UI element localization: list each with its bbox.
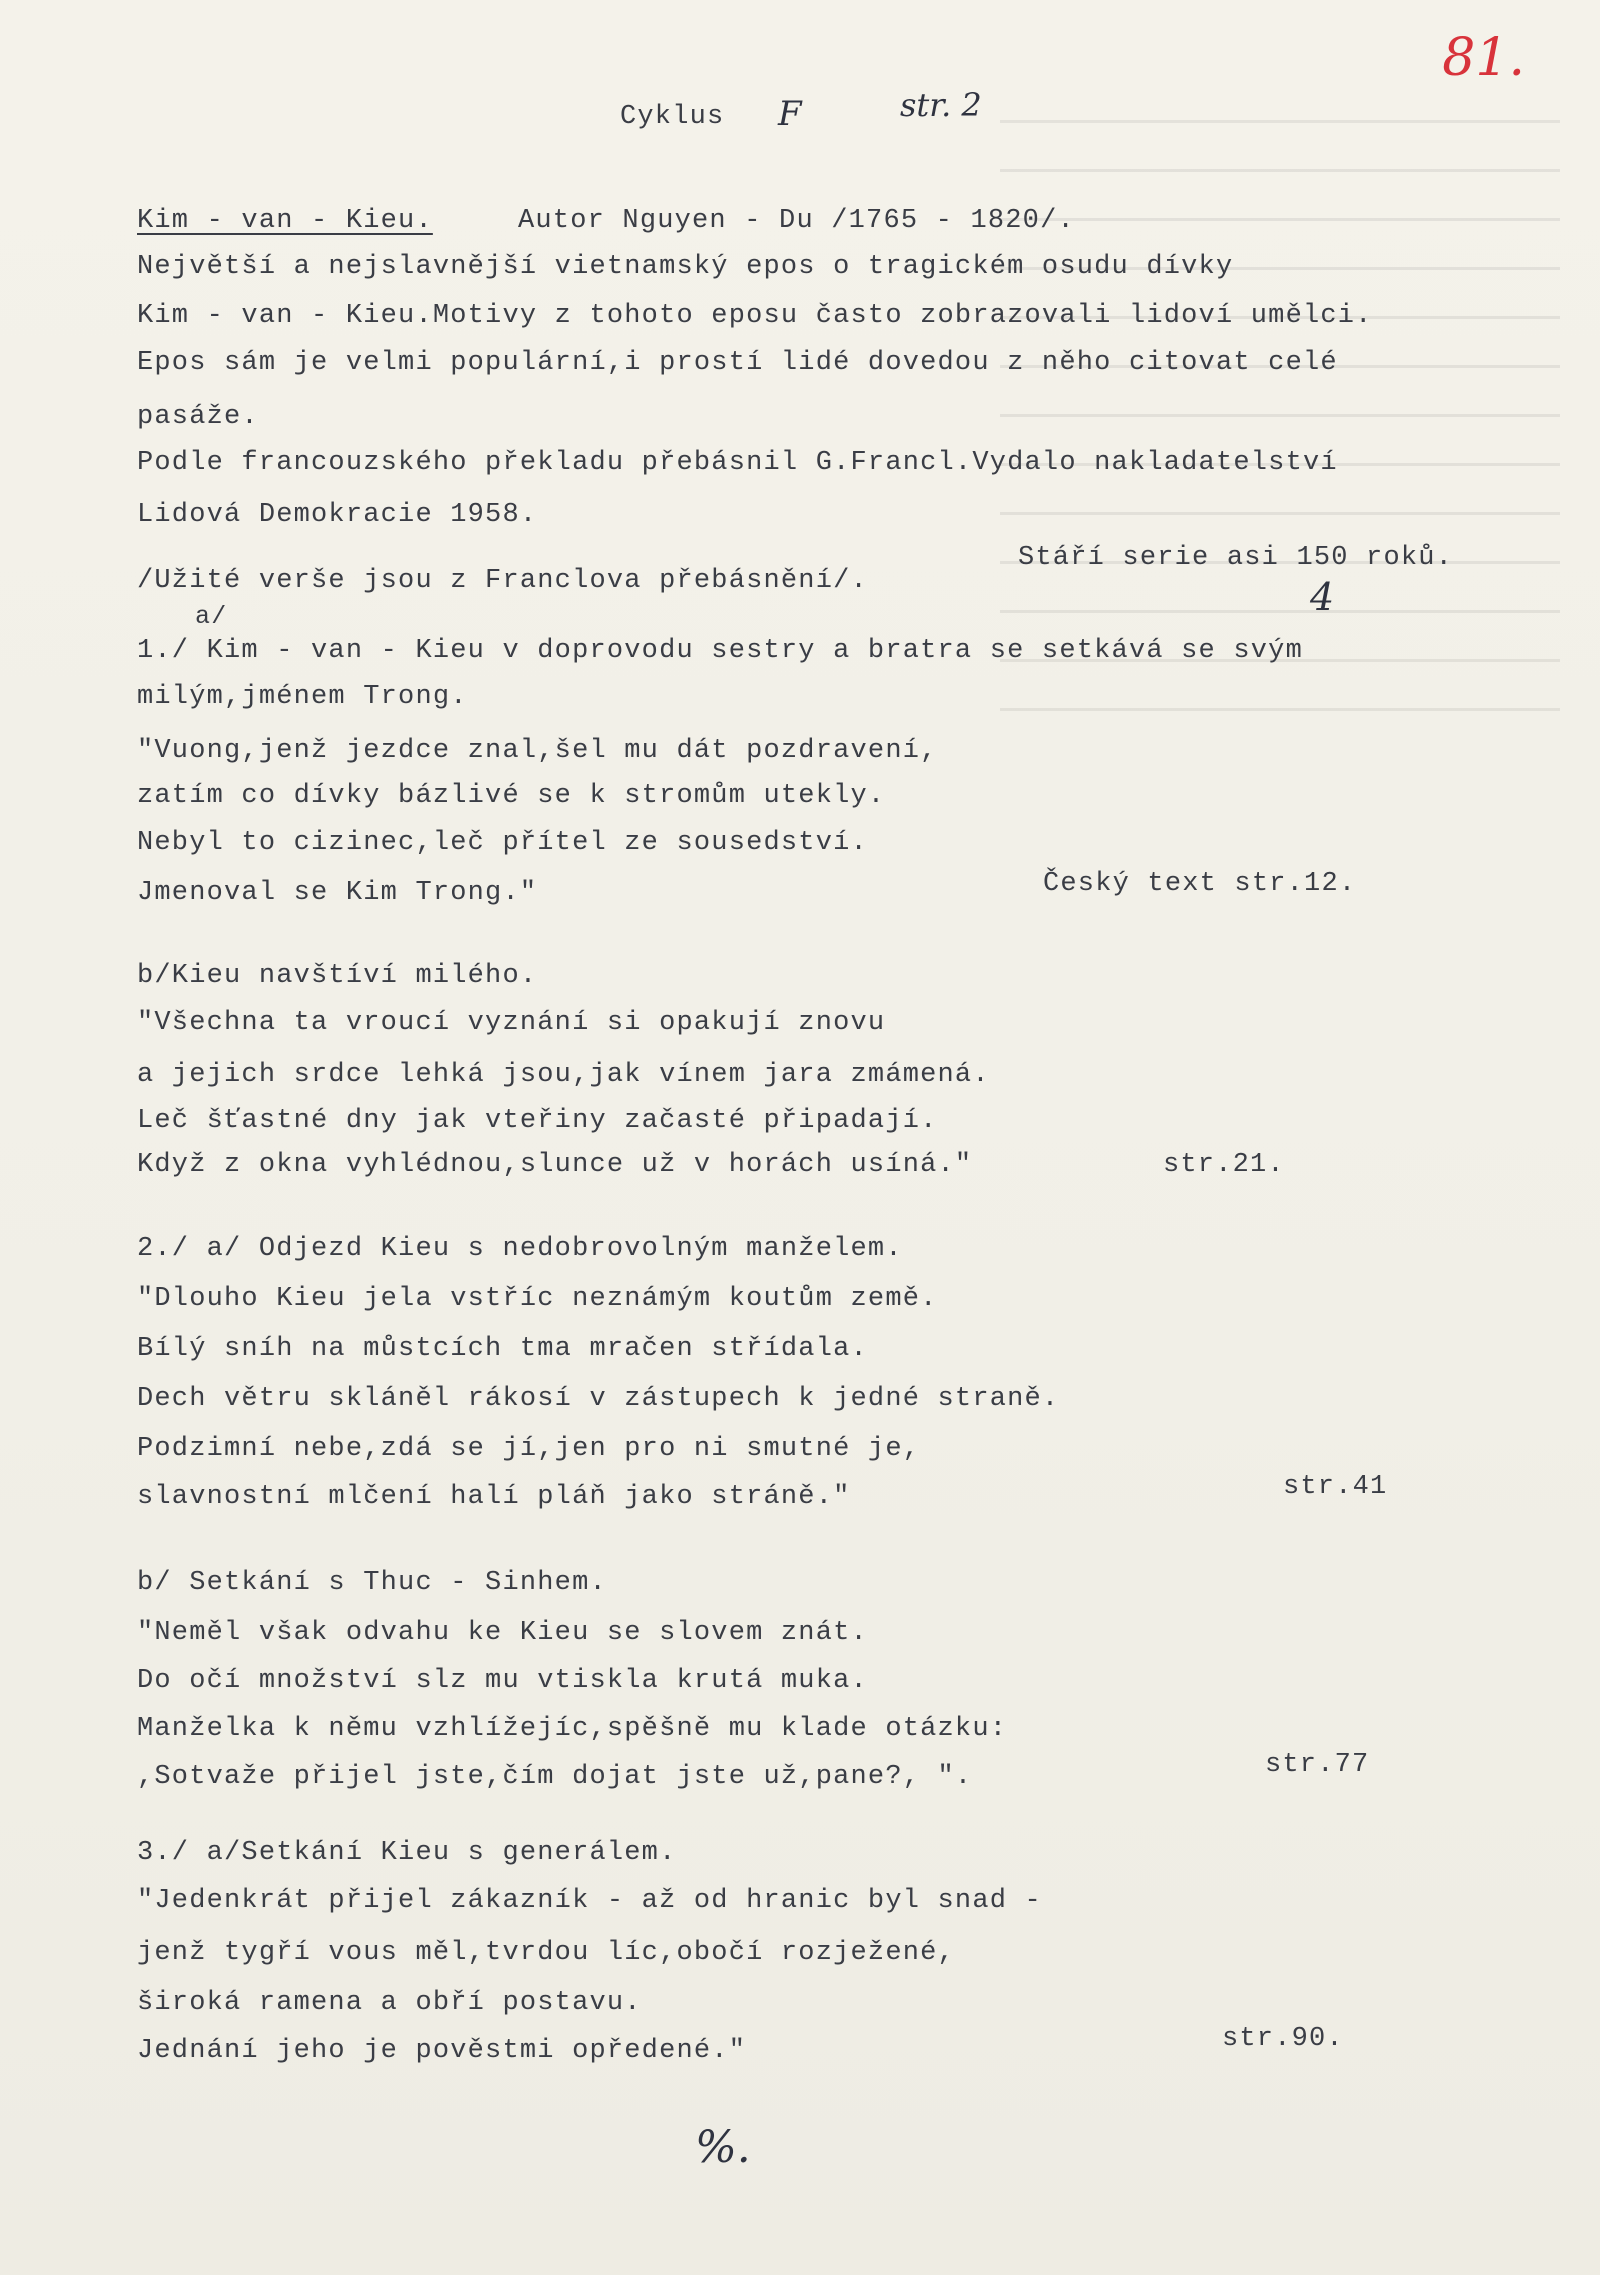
- intro-line: Lidová Demokracie 1958.: [137, 500, 538, 530]
- verse-line: "Vuong,jenž jezdce znal,šel mu dát pozdravení,: [137, 736, 938, 766]
- verse-line: Jmenoval se Kim Trong.": [137, 878, 538, 908]
- page-ref-handwritten: str. 2: [900, 86, 982, 124]
- section-marker: a/: [195, 602, 228, 631]
- handwritten-count: 4: [1310, 575, 1335, 619]
- author-line: Autor Nguyen - Du /1765 - 1820/.: [518, 206, 1075, 236]
- verses-note: /Užité verše jsou z Franclova přebásnění/.: [137, 566, 868, 596]
- verse-line: "Jedenkrát přijel zákazník - až od hranic byl snad -: [137, 1886, 1042, 1916]
- verse-line: ,Sotvaže přijel jste,čím dojat jste už,pane?, ".: [137, 1762, 973, 1792]
- verse-line: "Všechna ta vroucí vyznání si opakují znovu: [137, 1008, 886, 1038]
- verse-line: Leč šťastné dny jak vteřiny začasté připadají.: [137, 1106, 938, 1136]
- age-note: Stáří serie asi 150 roků.: [1018, 543, 1454, 573]
- verse-line: Manželka k němu vzhlížejíc,spěšně mu klade otázku:: [137, 1714, 1008, 1744]
- section-heading: b/ Setkání s Thuc - Sinhem.: [137, 1568, 607, 1598]
- verse-line: "Dlouho Kieu jela vstříc neznámým koutům země.: [137, 1284, 938, 1314]
- page-reference: str.90.: [1222, 2024, 1344, 2054]
- section-heading: 2./ a/ Odjezd Kieu s nedobrovolným manželem.: [137, 1234, 903, 1264]
- verse-line: Dech větru skláněl rákosí v zástupech k jedné straně.: [137, 1384, 1060, 1414]
- intro-line: Podle francouzského překladu přebásnil G.Francl.Vydalo nakladatelství: [137, 448, 1338, 478]
- archive-page-number: 81.: [1442, 28, 1525, 88]
- verse-line: "Neměl však odvahu ke Kieu se slovem znát.: [137, 1618, 868, 1648]
- section-heading: milým,jménem Trong.: [137, 682, 468, 712]
- verse-line: a jejich srdce lehká jsou,jak vínem jara zmámená.: [137, 1060, 990, 1090]
- verse-line: zatím co dívky bázlivé se k stromům utekly.: [137, 781, 886, 811]
- verse-line: slavnostní mlčení halí pláň jako stráně.": [137, 1482, 851, 1512]
- cyklus-letter: F: [778, 94, 802, 134]
- verse-line: jenž tygří vous měl,tvrdou líc,obočí rozježené,: [137, 1938, 955, 1968]
- page-reference: str.21.: [1163, 1150, 1285, 1180]
- verse-line: Bílý sníh na můstcích tma mračen střídala.: [137, 1334, 868, 1364]
- intro-line: pasáže.: [137, 402, 259, 432]
- page-reference: str.41: [1283, 1472, 1388, 1502]
- end-mark: %.: [695, 2122, 751, 2173]
- verse-line: Do očí množství slz mu vtiskla krutá muka.: [137, 1666, 868, 1696]
- verse-line: široká ramena a obří postavu.: [137, 1988, 642, 2018]
- verse-line: Nebyl to cizinec,leč přítel ze sousedství.: [137, 828, 868, 858]
- page-reference: str.77: [1265, 1750, 1370, 1780]
- work-title: Kim - van - Kieu.: [137, 206, 433, 236]
- verse-line: Když z okna vyhlédnou,slunce už v horách usíná.": [137, 1150, 973, 1180]
- intro-line: Epos sám je velmi populární,i prostí lidé dovedou z něho citovat celé: [137, 348, 1338, 378]
- cyklus-label: Cyklus: [620, 102, 725, 132]
- section-heading: 1./ Kim - van - Kieu v doprovodu sestry a bratra se setkává se svým: [137, 636, 1303, 666]
- intro-line: Kim - van - Kieu.Motivy z tohoto eposu často zobrazovali lidoví umělci.: [137, 301, 1373, 331]
- section-heading: 3./ a/Setkání Kieu s generálem.: [137, 1838, 677, 1868]
- verse-line: Jednání jeho je pověstmi opředené.": [137, 2036, 747, 2066]
- section-heading: b/Kieu navštíví milého.: [137, 961, 538, 991]
- verse-line: Podzimní nebe,zdá se jí,jen pro ni smutné je,: [137, 1434, 921, 1464]
- intro-line: Největší a nejslavnější vietnamský epos o tragickém osudu dívky: [137, 252, 1234, 282]
- page-reference: Český text str.12.: [1043, 869, 1357, 899]
